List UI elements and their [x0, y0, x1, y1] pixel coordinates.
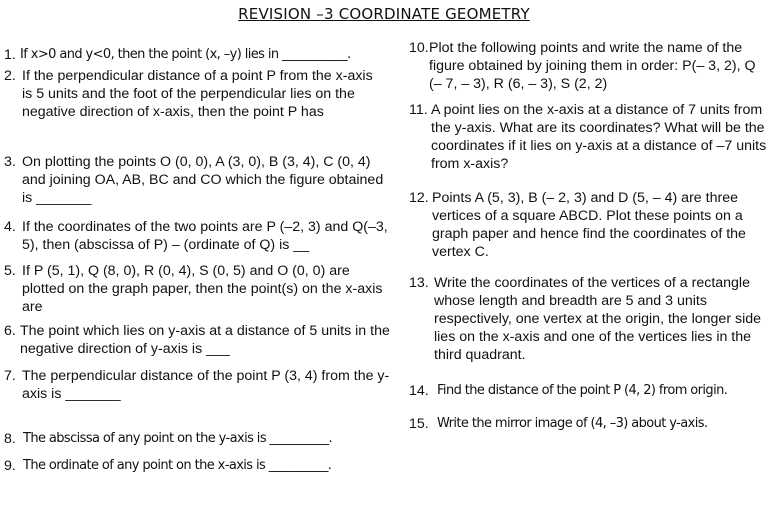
question-15: [409, 415, 765, 433]
question-text: The point which lies on y-axis at a distance of 5 units in the negative direction of y-axis is ___: [20, 323, 390, 357]
question-number: 9.: [4, 458, 16, 474]
page-title: REVISION –3 COORDINATE GEOMETRY: [238, 5, 530, 23]
question-number: 15.: [409, 416, 429, 432]
question-text: If the perpendicular distance of a point P from the x-axis is 5 units and the foot of the perpendicular lies on the negative direction of x-axis, then the point P has: [22, 68, 373, 120]
question-text: A point lies on the x-axis at a distance of 7 units from the y-axis. What are its coordinates? What will be the coordinates if it lies on y-axis at a distance of –7 units from x-axis?: [431, 102, 767, 172]
question-text: Plot the following points and write the name of the figure obtained by joining them in order: P(– 3, 2), Q (– 7, – 3), R (6, – 3), S (2, 2): [429, 40, 756, 92]
question-10: [409, 39, 765, 93]
question-number: 7.: [4, 368, 16, 384]
question-text: If x>0 and y<0, then the point (x, –y) lies in ___________.: [20, 47, 351, 62]
question-number: 4.: [4, 219, 16, 235]
question-2: [4, 67, 376, 121]
question-12: [409, 189, 765, 261]
question-number: 5.: [4, 263, 16, 279]
question-1: [4, 46, 394, 64]
question-number: 12.: [409, 190, 429, 206]
question-text: Find the distance of the point P (4, 2) from origin.: [437, 383, 728, 398]
question-3: [4, 153, 396, 207]
question-text: Points A (5, 3), B (– 2, 3) and D (5, – 4) are three vertices of a square ABCD. Plot these points on a graph paper and hence find the coordinates of the vertex C.: [432, 190, 746, 260]
question-11: [409, 101, 767, 173]
question-text: The perpendicular distance of the point P (3, 4) from the y-axis is _______: [22, 368, 390, 402]
question-number: 13.: [409, 275, 429, 291]
question-13: [409, 274, 765, 364]
question-number: 8.: [4, 431, 16, 447]
question-text: If P (5, 1), Q (8, 0), R (0, 4), S (0, 5) and O (0, 0) are plotted on the graph paper, then the point(s) on the x-axis are: [22, 263, 383, 315]
question-number: 10.: [409, 40, 429, 56]
question-number: 1.: [4, 47, 16, 63]
question-text: Write the coordinates of the vertices of a rectangle whose length and breadth are 5 and 3 units respectively, one vertex at the origin, the longer side lies on the x-axis and one of the vertices lies in the third quadrant.: [434, 275, 762, 363]
question-9: [4, 457, 404, 475]
question-text: The ordinate of any point on the x-axis is __________.: [23, 458, 332, 473]
question-number: 14.: [409, 383, 429, 399]
question-text: If the coordinates of the two points are P (–2, 3) and Q(–3, 5), then (abscissa of P) – (ordinate of Q) is __: [22, 219, 388, 253]
question-number: 6.: [4, 323, 16, 339]
question-text: Write the mirror image of (4, –3) about y-axis.: [437, 416, 708, 431]
question-7: [4, 367, 396, 403]
question-text: On plotting the points O (0, 0), A (3, 0), B (3, 4), C (0, 4) and joining OA, AB, BC and CO which the figure obtained is _______: [22, 154, 384, 206]
question-6: [4, 322, 396, 358]
question-number: 3.: [4, 154, 16, 170]
question-8: [4, 430, 404, 448]
question-5: [4, 262, 396, 316]
question-4: [4, 218, 396, 254]
question-text: The abscissa of any point on the y-axis is __________.: [23, 431, 333, 446]
question-number: 2.: [4, 68, 16, 84]
question-number: 11.: [409, 102, 428, 118]
question-14: [409, 382, 767, 400]
